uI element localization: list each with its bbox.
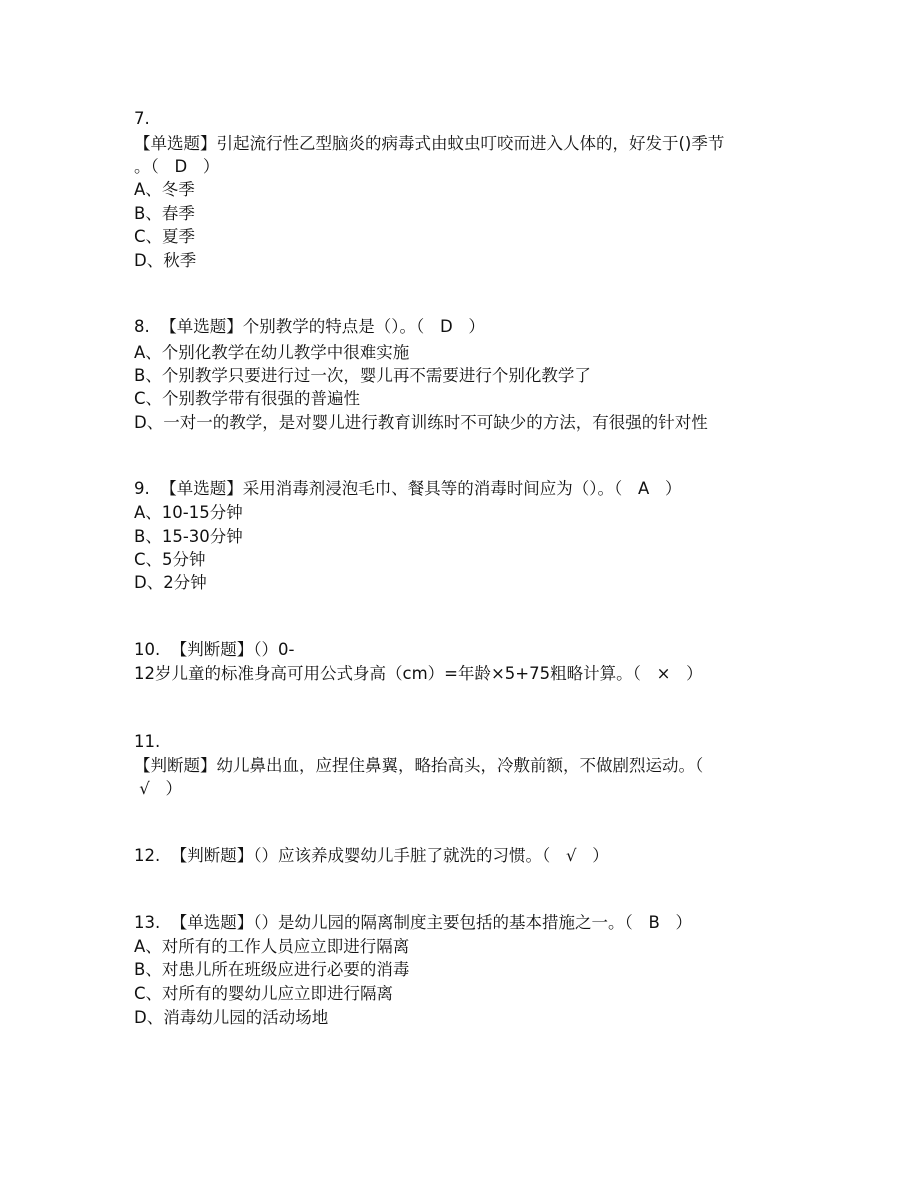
question-number: 7. xyxy=(134,109,150,128)
option-a: A、冬季 xyxy=(134,180,195,199)
option-d: D、消毒幼儿园的活动场地 xyxy=(134,1008,329,1027)
question-answer: √ ） xyxy=(134,779,182,798)
option-d: D、2分钟 xyxy=(134,573,207,592)
option-b: B、15-30分钟 xyxy=(134,527,243,546)
question-text-continued: 12岁儿童的标准身高可用公式身高（cm）=年龄×5+75粗略计算。（ × ） xyxy=(134,664,703,683)
option-d: D、一对一的教学，是对婴儿进行教育训练时不可缺少的方法，有很强的针对性 xyxy=(134,413,708,432)
question-text: 13. 【单选题】（）是幼儿园的隔离制度主要包括的基本措施之一。（ B ） xyxy=(134,913,693,932)
option-b: B、对患儿所在班级应进行必要的消毒 xyxy=(134,960,410,979)
question-text: 【判断题】幼儿鼻出血，应捏住鼻翼，略抬高头，冷敷前额，不做剧烈运动。（ xyxy=(134,756,704,775)
question-text: 【单选题】引起流行性乙型脑炎的病毒式由蚊虫叮咬而进入人体的，好发于()季节 xyxy=(134,134,725,153)
option-c: C、夏季 xyxy=(134,227,196,246)
option-a: A、对所有的工作人员应立即进行隔离 xyxy=(134,937,410,956)
question-number: 11. xyxy=(134,732,161,751)
option-b: B、个别教学只要进行过一次，婴儿再不需要进行个别化教学了 xyxy=(134,366,591,385)
question-text: 12. 【判断题】（）应该养成婴幼儿手脏了就洗的习惯。（ √ ） xyxy=(134,846,609,865)
option-a: A、个别化教学在幼儿教学中很难实施 xyxy=(134,343,410,362)
option-c: C、个别教学带有很强的普遍性 xyxy=(134,389,361,408)
option-d: D、秋季 xyxy=(134,251,197,270)
option-c: C、5分钟 xyxy=(134,550,206,569)
option-b: B、春季 xyxy=(134,204,195,223)
question-answer: 。（ D ） xyxy=(134,157,220,176)
option-c: C、对所有的婴幼儿应立即进行隔离 xyxy=(134,984,394,1003)
question-text: 9. 【单选题】采用消毒剂浸泡毛巾、餐具等的消毒时间应为（）。（ A ） xyxy=(134,479,682,498)
option-a: A、10-15分钟 xyxy=(134,503,243,522)
question-text: 10. 【判断题】（）0- xyxy=(134,640,295,659)
question-text: 8. 【单选题】个别教学的特点是（）。（ D ） xyxy=(134,317,485,336)
